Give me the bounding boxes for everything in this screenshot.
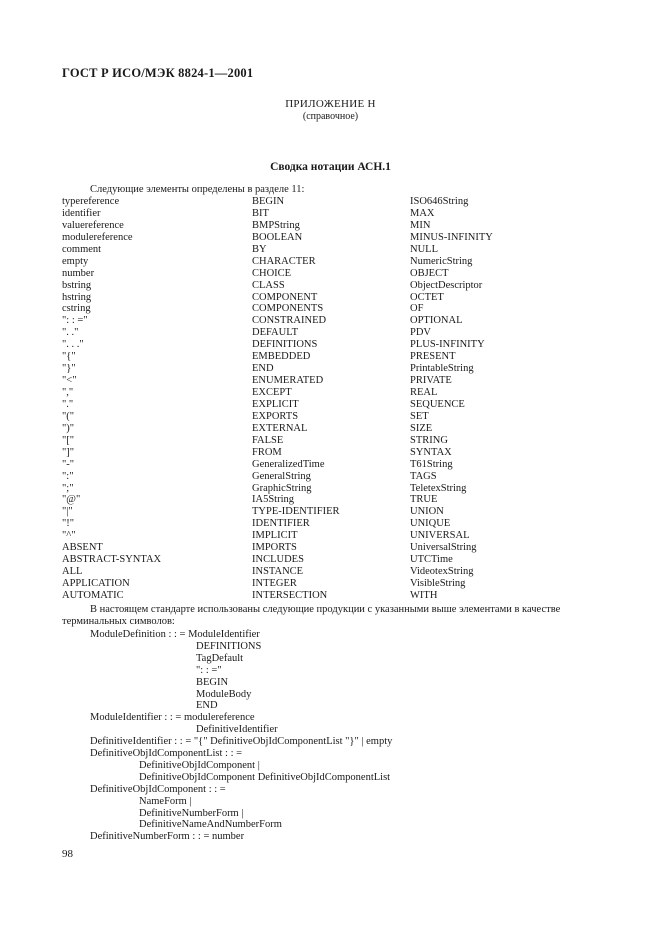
element-item: TeletexString [410,482,467,494]
page-number: 98 [62,848,73,860]
element-item: identifier [62,207,101,219]
element-item: SIZE [410,422,433,434]
elements-column-3 [410,196,493,602]
element-item: FROM [252,446,282,458]
production-line: DEFINITIONS [196,640,262,652]
element-item: IMPLICIT [252,530,298,542]
element-item: modulereference [62,231,133,243]
element-item: bstring [62,279,92,291]
element-item: BOOLEAN [252,231,303,243]
production-line: DefinitiveNameAndNumberForm [139,819,282,831]
element-item: ". . ." [62,339,84,351]
production-line: END [196,700,218,712]
production-line: DefinitiveObjIdComponent | [139,759,260,771]
element-item: CONSTRAINED [252,315,327,327]
element-item: comment [62,243,102,255]
element-item: EXTERNAL [252,422,308,434]
element-item: "]" [62,446,75,458]
element-item: PDV [410,327,432,339]
production-line: ModuleDefinition : : = ModuleIdentifier [90,629,260,640]
element-item: ABSENT [62,542,103,554]
element-item: BMPString [252,219,300,231]
element-item: PRIVATE [410,375,452,387]
element-item: EXPLICIT [252,398,299,410]
elements-column-1 [62,196,161,602]
element-item: VideotexString [410,566,474,578]
element-item: INSTANCE [252,566,304,578]
element-item: "," [62,387,74,398]
element-item: UNION [410,506,444,518]
element-item: PrintableString [410,363,474,375]
element-item: GeneralString [252,470,311,482]
element-item: ";" [62,482,74,494]
production-line: DefinitiveObjIdComponent DefinitiveObjIdComponentList [139,771,391,783]
element-item: "[" [62,434,75,446]
element-item: "!" [62,518,75,530]
production-line: NameForm | [139,795,192,807]
element-item: CHOICE [252,267,292,279]
annex-note: (справочное) [302,111,359,122]
element-item: ISO646String [410,196,469,207]
element-item: CLASS [252,279,285,291]
element-item: NumericString [410,255,473,267]
element-item: "{" [62,351,76,363]
element-item: hstring [62,291,92,303]
element-item: GraphicString [252,482,312,494]
production-line: ": : =" [196,664,222,676]
element-item: IDENTIFIER [252,518,310,530]
element-item: TAGS [410,470,437,482]
element-item: STRING [410,434,448,446]
element-item: COMPONENTS [252,303,324,315]
element-item: ")" [62,422,75,434]
element-item: "(" [62,410,75,422]
element-item: SET [410,410,429,422]
element-item: TYPE-IDENTIFIER [252,506,340,518]
element-item: PLUS-INFINITY [410,339,485,351]
element-item: END [252,363,274,375]
production-line: DefinitiveObjIdComponentList : : = [90,748,243,759]
element-item: number [62,267,95,279]
production-line: DefinitiveIdentifier : : = "{" DefinitiveObjIdComponentList "}" | empty [90,736,393,748]
element-item: SYNTAX [410,446,452,458]
element-item: GeneralizedTime [252,458,325,470]
element-item: INCLUDES [252,554,304,566]
element-item: COMPONENT [252,291,318,303]
element-item: ":" [62,470,74,482]
productions-intro-paragraph: В настоящем стандарте использованы следующие продукции с указанными выше элементами в качестве терминальных символов: [62,604,561,627]
element-item: empty [62,255,89,267]
element-item: "}" [62,363,76,375]
production-line: ModuleIdentifier : : = modulereference [90,712,255,724]
element-item: INTERSECTION [252,589,328,601]
element-item: DEFAULT [252,327,299,339]
element-item: FALSE [252,434,284,446]
element-item: NULL [410,243,438,255]
production-line: TagDefault [196,652,244,664]
element-item: IA5String [252,494,294,506]
annex-title: ПРИЛОЖЕНИЕ Н [285,98,376,110]
element-item: BEGIN [252,196,285,207]
element-item: OCTET [410,291,444,303]
element-item: MIN [410,219,431,231]
document-header: ГОСТ Р ИСО/МЭК 8824-1—2001 [62,66,254,80]
element-item: OPTIONAL [410,315,463,327]
element-item: "-" [62,458,75,470]
elements-column-2 [252,196,340,602]
element-item: MAX [410,207,435,219]
element-item: cstring [62,303,91,315]
element-item: TRUE [410,494,438,506]
element-item: "<" [62,375,77,387]
intro-text: Следующие элементы определены в разделе 11: [90,184,305,195]
element-item: UniversalString [410,542,477,554]
section-title: Сводка нотации АСН.1 [270,161,391,173]
element-item: "@" [62,494,81,506]
element-item: VisibleString [410,578,466,589]
element-item: DEFINITIONS [252,339,318,351]
element-item: IMPORTS [252,542,297,554]
production-line: DefinitiveObjIdComponent : : = [90,783,226,795]
element-item: ". ." [62,327,79,339]
element-item: OF [410,303,424,315]
element-item: BIT [252,207,269,219]
element-item: ENUMERATED [252,375,324,387]
element-item: WITH [410,589,438,601]
element-item: MINUS-INFINITY [410,231,493,243]
element-item: ABSTRACT-SYNTAX [62,554,162,566]
production-line: DefinitiveNumberForm : : = number [90,831,245,843]
production-line: ModuleBody [196,688,252,700]
element-item: EXPORTS [252,410,299,422]
element-item: AUTOMATIC [62,589,124,601]
element-item: UNIVERSAL [410,530,470,542]
element-item: BY [252,243,267,255]
element-item: EMBEDDED [252,351,311,363]
element-item: INTEGER [252,578,297,589]
element-item: ": : =" [62,315,88,327]
element-item: EXCEPT [252,387,292,398]
element-item: ALL [62,566,83,578]
element-item: "^" [62,530,76,542]
production-line: BEGIN [196,676,229,688]
element-item: UTCTime [410,554,453,566]
element-item: SEQUENCE [410,398,465,410]
production-line: DefinitiveNumberForm | [139,807,244,819]
element-item: typereference [62,196,120,207]
element-item: APPLICATION [62,578,130,589]
production-line: DefinitiveIdentifier [196,724,278,736]
element-item: valuereference [62,219,124,231]
element-item: "." [62,398,74,410]
element-item: ObjectDescriptor [410,279,483,291]
element-item: T61String [410,458,453,470]
element-item: UNIQUE [410,518,451,530]
element-item: REAL [410,387,438,398]
element-item: OBJECT [410,267,449,279]
element-item: "|" [62,506,73,518]
element-item: PRESENT [410,351,456,363]
element-item: CHARACTER [252,255,316,267]
